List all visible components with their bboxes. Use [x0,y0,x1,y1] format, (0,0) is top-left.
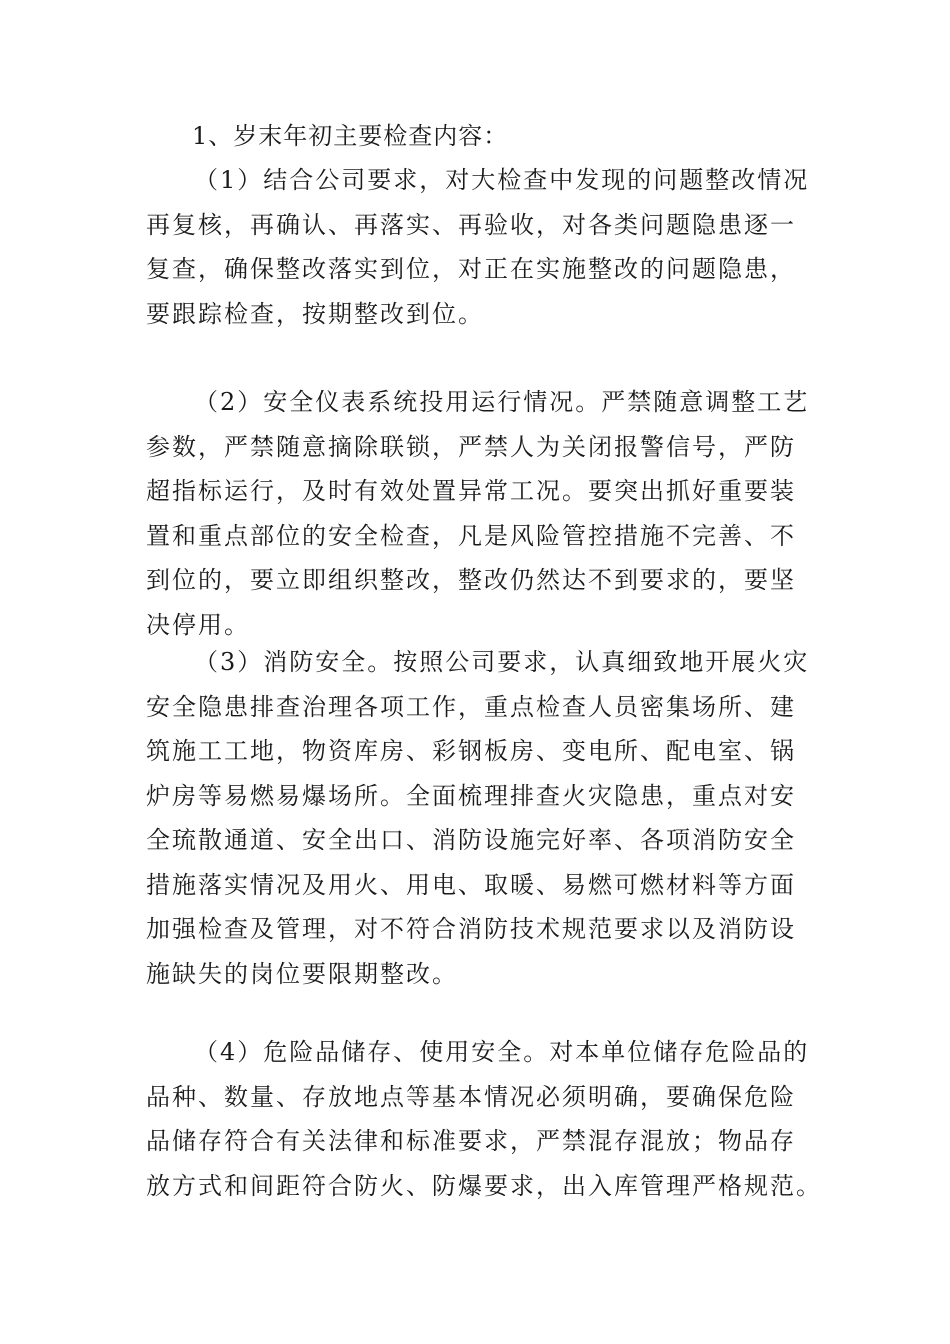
paragraph-line: 放方式和间距符合防火、防爆要求，出入库管理严格规范。 [146,1171,822,1200]
paragraph-line: 超指标运行，及时有效处置异常工况。要突出抓好重要装 [146,477,796,505]
paragraph-2 [146,380,826,647]
paragraph-line: 再复核，再确认、再落实、再验收，对各类问题隐患逐一 [146,210,796,239]
paragraph-line: 决停用。 [146,610,250,639]
paragraph-line: 加强检查及管理，对不符合消防技术规范要求以及消防设 [146,915,796,943]
paragraph-line: 复查，确保整改落实到位，对正在实施整改的问题隐患， [146,255,796,283]
paragraph-line: 施缺失的岗位要限期整改。 [146,959,458,988]
paragraph-line: 安全隐患排查治理各项工作，重点检查人员密集场所、建 [146,692,796,721]
paragraph-line: 品种、数量、存放地点等基本情况必须明确，要确保危险 [146,1082,796,1111]
paragraph-line: 措施落实情况及用火、用电、取暖、易燃可燃材料等方面 [146,870,796,899]
paragraph-line: 要跟踪检查，按期整改到位。 [146,299,484,328]
paragraph-4 [146,1030,826,1208]
paragraph-line: 炉房等易燃易爆场所。全面梳理排查火灾隐患，重点对安 [146,781,796,810]
paragraph-line: （2）安全仪表系统投用运行情况。严禁随意调整工艺 [194,388,810,416]
paragraph-line: 品储存符合有关法律和标准要求，严禁混存混放；物品存 [146,1127,796,1155]
paragraph-line: （4）危险品储存、使用安全。对本单位储存危险品的 [194,1038,810,1066]
paragraph-1 [146,158,826,336]
paragraph-line: 筑施工工地，物资库房、彩钢板房、变电所、配电室、锅 [146,737,796,765]
paragraph-line: （3）消防安全。按照公司要求，认真细致地开展火灾 [194,648,810,676]
paragraph-line: 参数，严禁随意摘除联锁，严禁人为关闭报警信号，严防 [146,432,796,461]
paragraph-line: 置和重点部位的安全检查，凡是风险管控措施不完善、不 [146,521,796,550]
paragraph-line: 到位的，要立即组织整改，整改仍然达不到要求的，要坚 [146,566,796,594]
section-heading: 1、岁末年初主要检查内容： [192,122,509,150]
paragraph-line: 全琉散通道、安全出口、消防设施完好率、各项消防安全 [146,826,796,854]
paragraph-3 [146,640,826,996]
paragraph-line: （1）结合公司要求，对大检查中发现的问题整改情况 [194,166,810,194]
